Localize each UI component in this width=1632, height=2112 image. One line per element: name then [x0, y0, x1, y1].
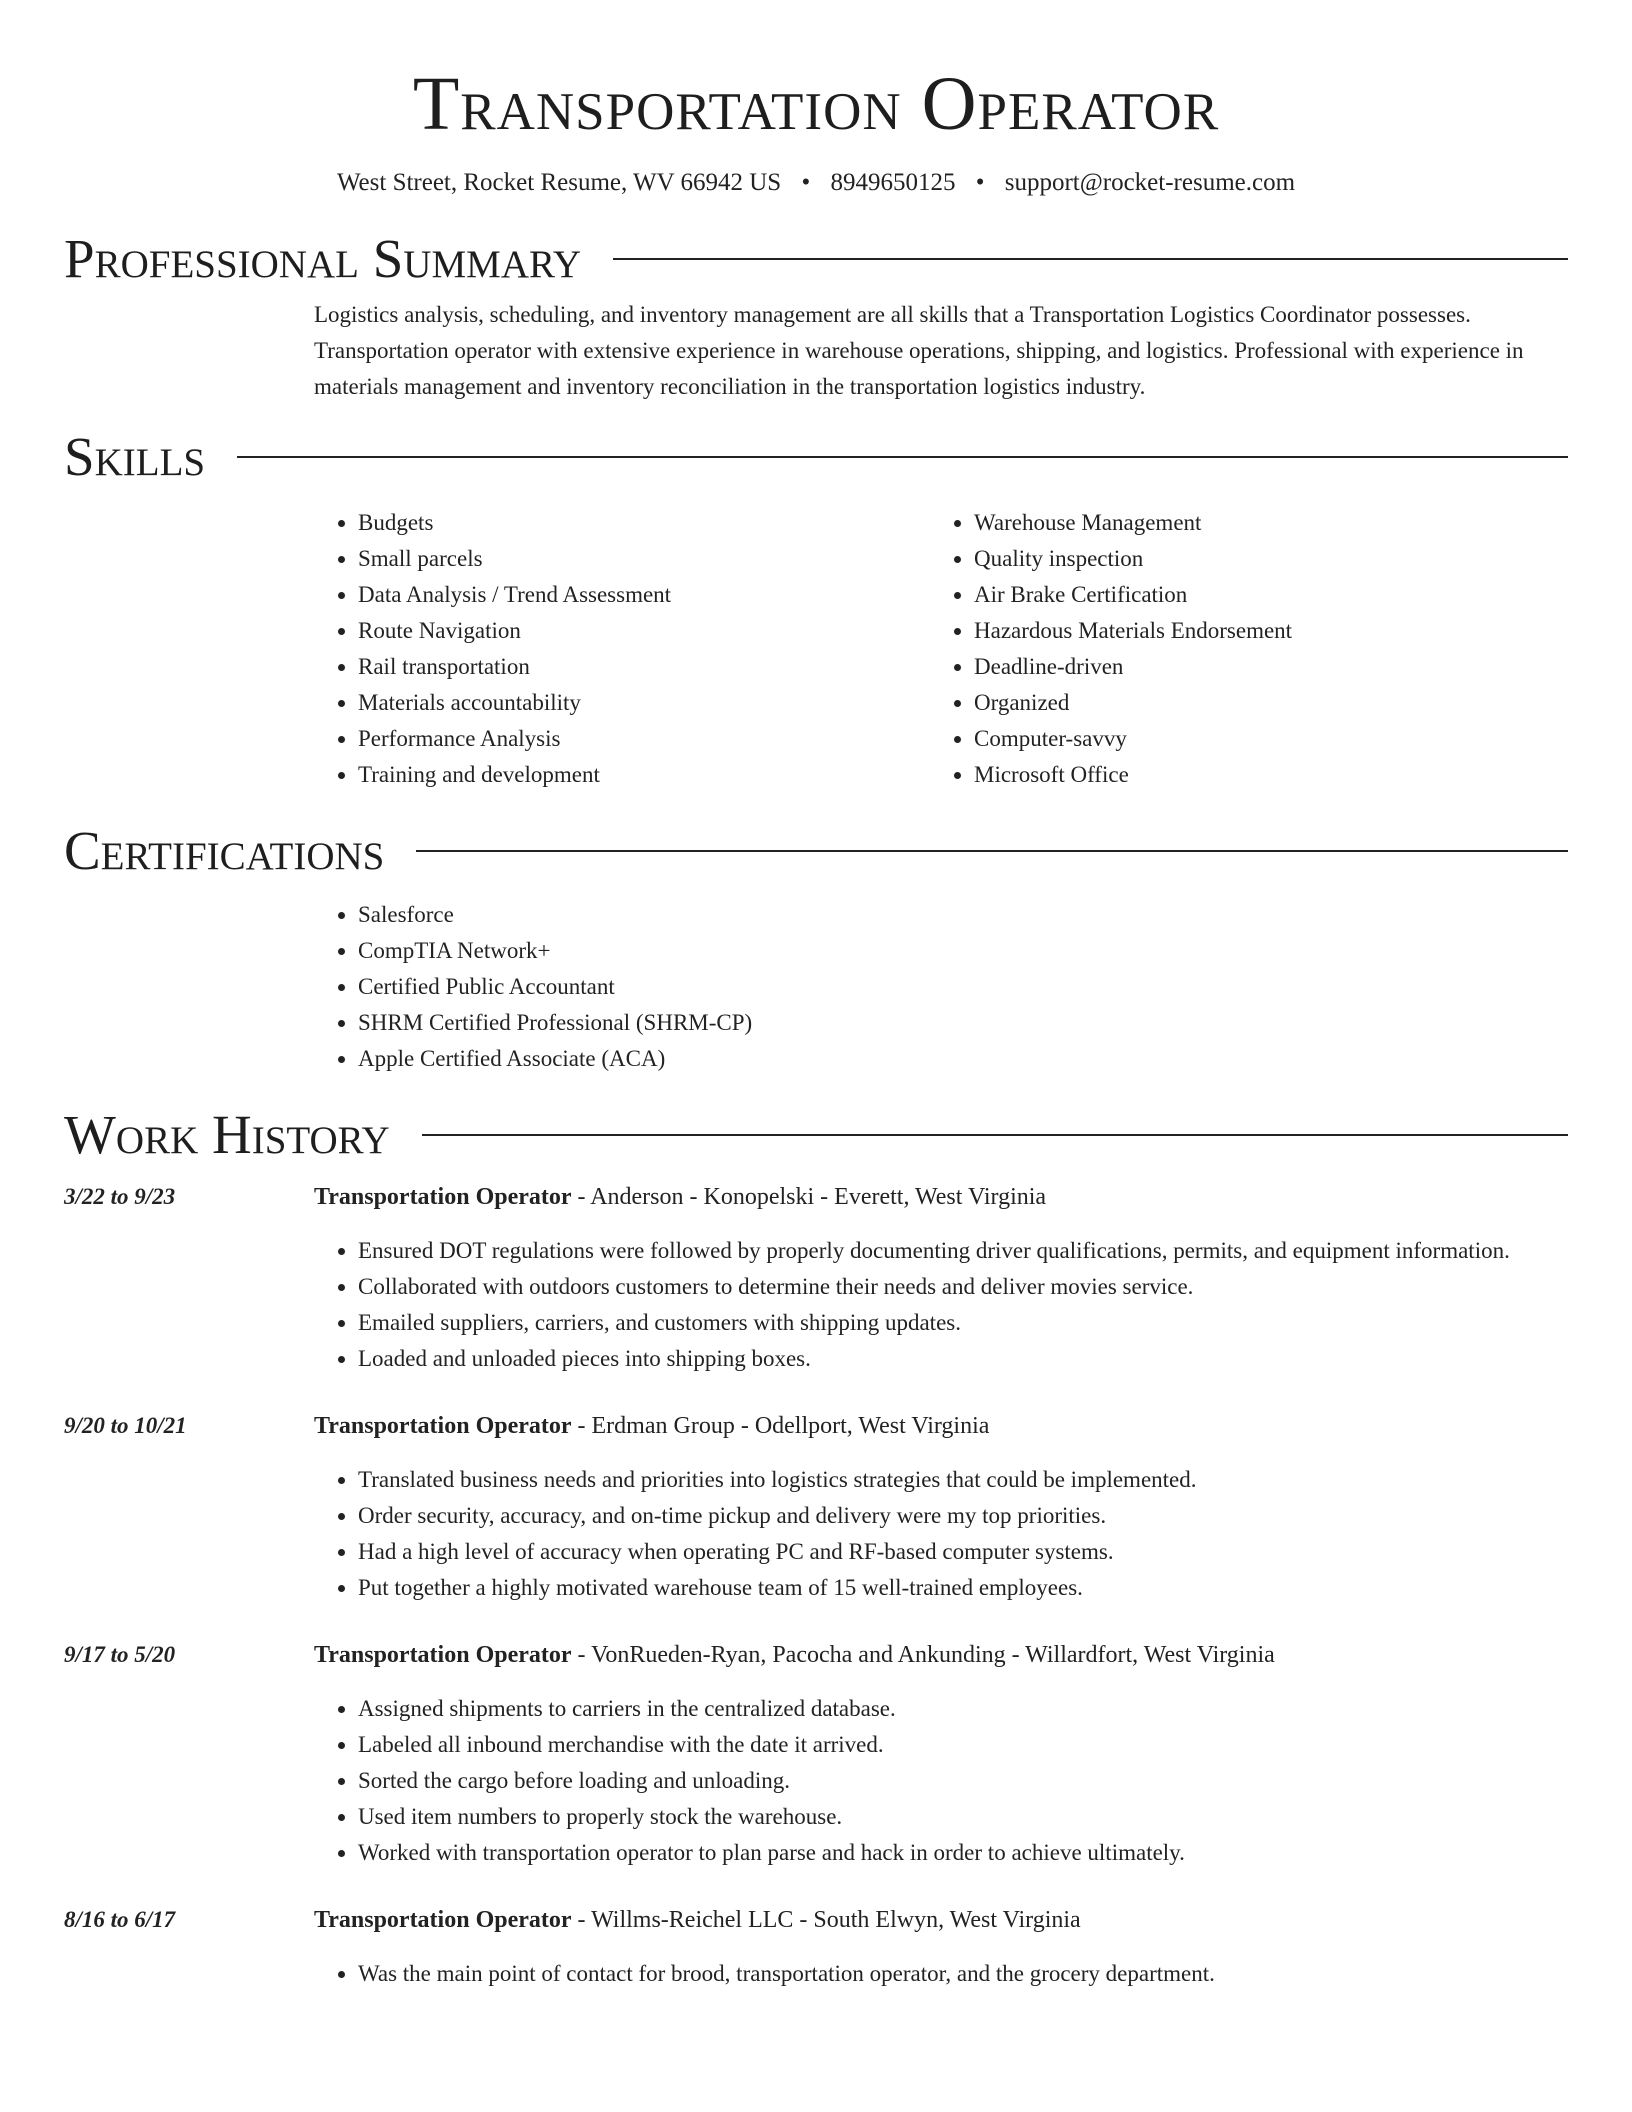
section-divider	[237, 456, 1568, 458]
contact-line	[0, 168, 1632, 198]
skill-item: • Budgets	[358, 505, 930, 541]
skill-item: • Data Analysis / Trend Assessment	[358, 577, 930, 613]
certifications-list	[314, 897, 1568, 1077]
job-dates: 9/20 to 10/21	[64, 1413, 187, 1438]
job-bullet: • Sorted the cargo before loading and unloading.	[358, 1763, 1568, 1799]
skill-item: • Warehouse Management	[974, 505, 1546, 541]
skills-list	[314, 505, 1568, 793]
job-entry	[64, 1408, 1568, 1606]
job-heading	[314, 1902, 1568, 1938]
job-bullet: • Loaded and unloaded pieces into shipping boxes.	[358, 1341, 1568, 1377]
job-title: Transportation Operator	[314, 1642, 572, 1668]
certification-item: • Certified Public Accountant	[358, 969, 1568, 1005]
contact-address: West Street, Rocket Resume, WV 66942 US	[336, 169, 782, 196]
job-bullet: • Worked with transportation operator to plan parse and hack in order to achieve ultimately.	[358, 1835, 1568, 1871]
skill-item: • Organized	[974, 685, 1546, 721]
skill-item: • Small parcels	[358, 541, 930, 577]
skill-item: • Route Navigation	[358, 613, 930, 649]
job-title: Transportation Operator	[314, 1907, 572, 1933]
job-heading	[314, 1637, 1568, 1673]
job-bullet: • Ensured DOT regulations were followed by properly documenting driver qualifications, permits, and equipment information.	[358, 1233, 1568, 1269]
summary-title: Professional Summary	[64, 228, 582, 289]
contact-phone: 8949650125	[830, 169, 956, 196]
job-bullet: • Emailed suppliers, carriers, and customers with shipping updates.	[358, 1305, 1568, 1341]
certification-item: • Apple Certified Associate (ACA)	[358, 1041, 1568, 1077]
skill-item: • Training and development	[358, 757, 930, 793]
job-dates: 8/16 to 6/17	[64, 1907, 176, 1932]
job-bullet: • Order security, accuracy, and on-time pickup and delivery were my top priorities.	[358, 1498, 1568, 1534]
section-divider	[422, 1134, 1568, 1136]
skills-column-left	[314, 505, 930, 793]
work-history-section	[64, 1103, 1568, 1992]
job-dates: 9/17 to 5/20	[64, 1642, 176, 1667]
certification-item: • Salesforce	[358, 897, 1568, 933]
certification-item: • SHRM Certified Professional (SHRM-CP)	[358, 1005, 1568, 1041]
skill-item: • Performance Analysis	[358, 721, 930, 757]
section-divider	[613, 258, 1568, 260]
job-bullet: • Labeled all inbound merchandise with the date it arrived.	[358, 1727, 1568, 1763]
work-history-title: Work History	[64, 1104, 390, 1165]
certifications-title: Certifications	[64, 820, 385, 881]
job-bullet: • Translated business needs and priorities into logistics strategies that could be implemented.	[358, 1462, 1568, 1498]
certifications-section	[64, 819, 1568, 1077]
job-entry	[64, 1179, 1568, 1377]
job-bullets	[314, 1691, 1568, 1871]
job-bullet: • Used item numbers to properly stock the warehouse.	[358, 1799, 1568, 1835]
job-bullet: • Put together a highly motivated warehouse team of 15 well-trained employees.	[358, 1570, 1568, 1606]
job-title: Transportation Operator	[314, 1184, 572, 1210]
job-entry	[64, 1637, 1568, 1871]
job-list	[64, 1179, 1568, 1992]
job-entry	[64, 1902, 1568, 1992]
skills-section	[64, 425, 1568, 793]
skill-item: • Deadline-driven	[974, 649, 1546, 685]
job-dates: 3/22 to 9/23	[64, 1184, 176, 1209]
skill-item: • Hazardous Materials Endorsement	[974, 613, 1546, 649]
summary-content	[314, 297, 1568, 405]
job-bullets	[314, 1956, 1568, 1992]
skills-header	[64, 425, 1568, 489]
skill-item: • Materials accountability	[358, 685, 930, 721]
summary-text: Logistics analysis, scheduling, and inventory management are all skills that a Transportation Logistics Coordinator possesses. Transportation operator with extensive experience in warehouse operations, shipping, and logistics. Professional with experience in materials management and inventory reconciliation in the transportation logistics industry.	[314, 302, 1524, 399]
contact-email: support@rocket-resume.com	[1004, 169, 1296, 196]
job-body	[314, 1179, 1568, 1377]
job-details: - VonRueden-Ryan, Pacocha and Ankunding - Willardfort, West Virginia	[571, 1642, 1275, 1668]
job-bullets	[314, 1233, 1568, 1377]
job-body	[314, 1408, 1568, 1606]
certification-item: • CompTIA Network+	[358, 933, 1568, 969]
skill-item: • Rail transportation	[358, 649, 930, 685]
contact-separator: •	[975, 169, 985, 196]
certifications-header	[64, 819, 1568, 883]
job-bullet: • Collaborated with outdoors customers to determine their needs and deliver movies service.	[358, 1269, 1568, 1305]
skill-item: • Air Brake Certification	[974, 577, 1546, 613]
candidate-name: Transportation Operator	[412, 62, 1220, 146]
job-body	[314, 1637, 1568, 1871]
job-details: - Erdman Group - Odellport, West Virginia	[571, 1413, 990, 1439]
job-body	[314, 1902, 1568, 1992]
skills-column-right	[930, 505, 1546, 793]
job-heading	[314, 1408, 1568, 1444]
summary-header	[64, 227, 1568, 291]
job-details: - Willms-Reichel LLC - South Elwyn, West Virginia	[571, 1907, 1081, 1933]
job-title: Transportation Operator	[314, 1413, 572, 1439]
skills-title: Skills	[64, 426, 206, 487]
job-bullet: • Had a high level of accuracy when operating PC and RF-based computer systems.	[358, 1534, 1568, 1570]
skill-item: • Microsoft Office	[974, 757, 1546, 793]
summary-section	[64, 227, 1568, 405]
contact-separator: •	[801, 169, 811, 196]
skill-item: • Computer-savvy	[974, 721, 1546, 757]
job-bullet: • Assigned shipments to carriers in the centralized database.	[358, 1691, 1568, 1727]
work-history-header	[64, 1103, 1568, 1167]
job-details: - Anderson - Konopelski - Everett, West Virginia	[571, 1184, 1047, 1210]
section-divider	[416, 850, 1568, 852]
job-bullets	[314, 1462, 1568, 1606]
skill-item: • Quality inspection	[974, 541, 1546, 577]
job-bullet: • Was the main point of contact for brood, transportation operator, and the grocery department.	[358, 1956, 1568, 1992]
job-heading	[314, 1179, 1568, 1215]
